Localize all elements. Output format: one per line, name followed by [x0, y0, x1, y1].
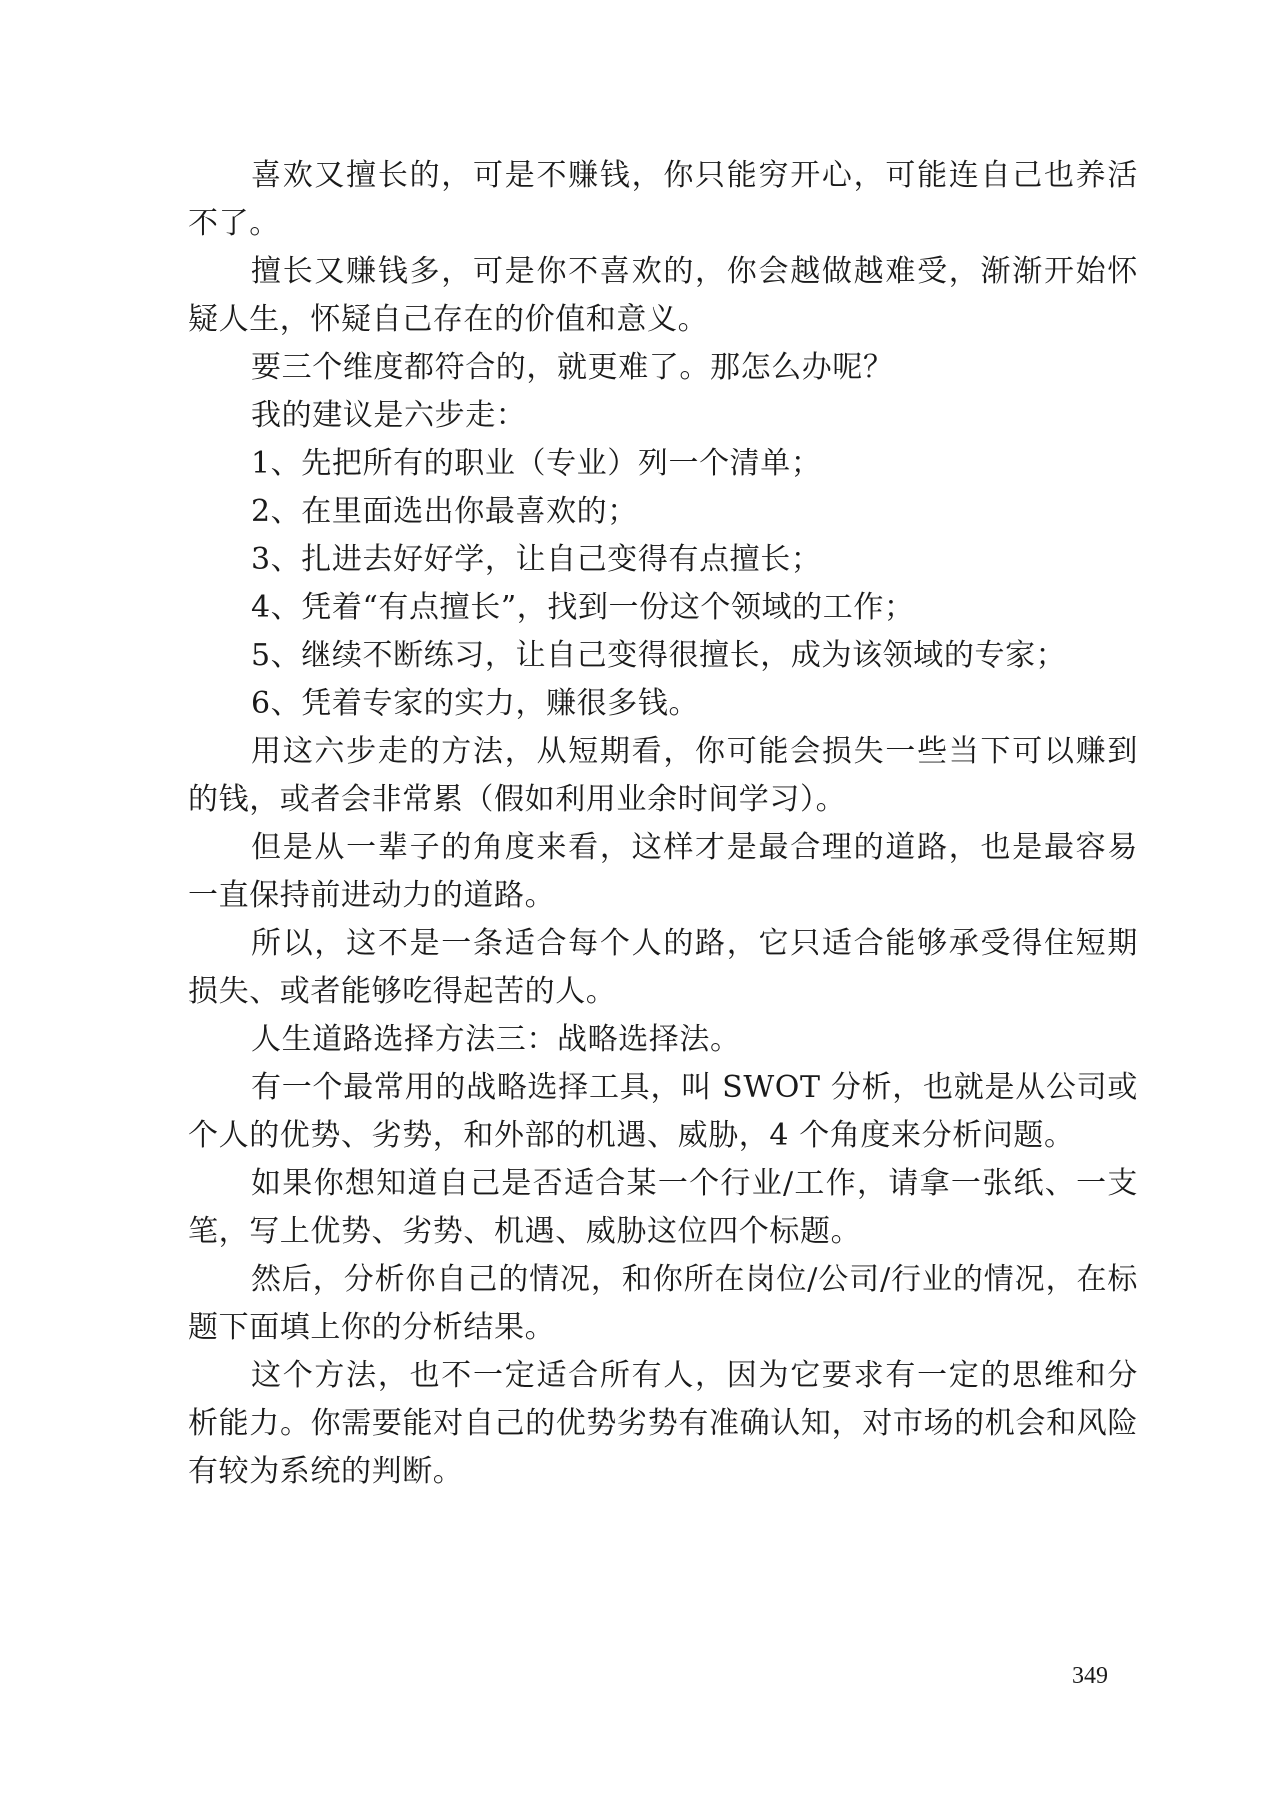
paragraph: 如果你想知道自己是否适合某一个行业/工作，请拿一张纸、一支笔，写上优势、劣势、机遇、威胁这位四个标题。 [188, 1166, 1138, 1249]
page-number: 349 [1072, 1663, 1108, 1689]
paragraph: 这个方法，也不一定适合所有人，因为它要求有一定的思维和分析能力。你需要能对自己的优势劣势有准确认知，对市场的机会和风险有较为系统的判断。 [188, 1358, 1138, 1489]
list-item: 6、凭着专家的实力，赚很多钱。 [251, 686, 700, 721]
paragraph: 擅长又赚钱多，可是你不喜欢的，你会越做越难受，渐渐开始怀疑人生，怀疑自己存在的价值和意义。 [188, 254, 1138, 337]
list-item: 4、凭着“有点擅长”，找到一份这个领域的工作； [251, 590, 915, 625]
paragraph: 要三个维度都符合的，就更难了。那怎么办呢？ [251, 350, 894, 385]
paragraph: 有一个最常用的战略选择工具，叫 SWOT 分析，也就是从公司或个人的优势、劣势，和外部的机遇、威胁，4 个角度来分析问题。 [188, 1070, 1138, 1153]
list-item: 5、继续不断练习，让自己变得很擅长，成为该领域的专家； [251, 638, 1067, 673]
list-item: 1、先把所有的职业（专业）列一个清单； [251, 446, 822, 481]
paragraph: 我的建议是六步走： [251, 398, 527, 433]
list-item: 3、扎进去好好学，让自己变得有点擅长； [251, 542, 822, 577]
list-item: 2、在里面选出你最喜欢的； [251, 494, 638, 529]
paragraph: 然后，分析你自己的情况，和你所在岗位/公司/行业的情况，在标题下面填上你的分析结果。 [188, 1262, 1138, 1345]
paragraph: 喜欢又擅长的，可是不赚钱，你只能穷开心，可能连自己也养活不了。 [188, 158, 1138, 241]
paragraph: 用这六步走的方法，从短期看，你可能会损失一些当下可以赚到的钱，或者会非常累（假如利用业余时间学习）。 [188, 734, 1138, 817]
section-heading: 人生道路选择方法三：战略选择法。 [251, 1022, 741, 1057]
body-text [188, 152, 1138, 1496]
paragraph: 但是从一辈子的角度来看，这样才是最合理的道路，也是最容易一直保持前进动力的道路。 [188, 830, 1138, 913]
paragraph: 所以，这不是一条适合每个人的路，它只适合能够承受得住短期损失、或者能够吃得起苦的人。 [188, 926, 1138, 1009]
